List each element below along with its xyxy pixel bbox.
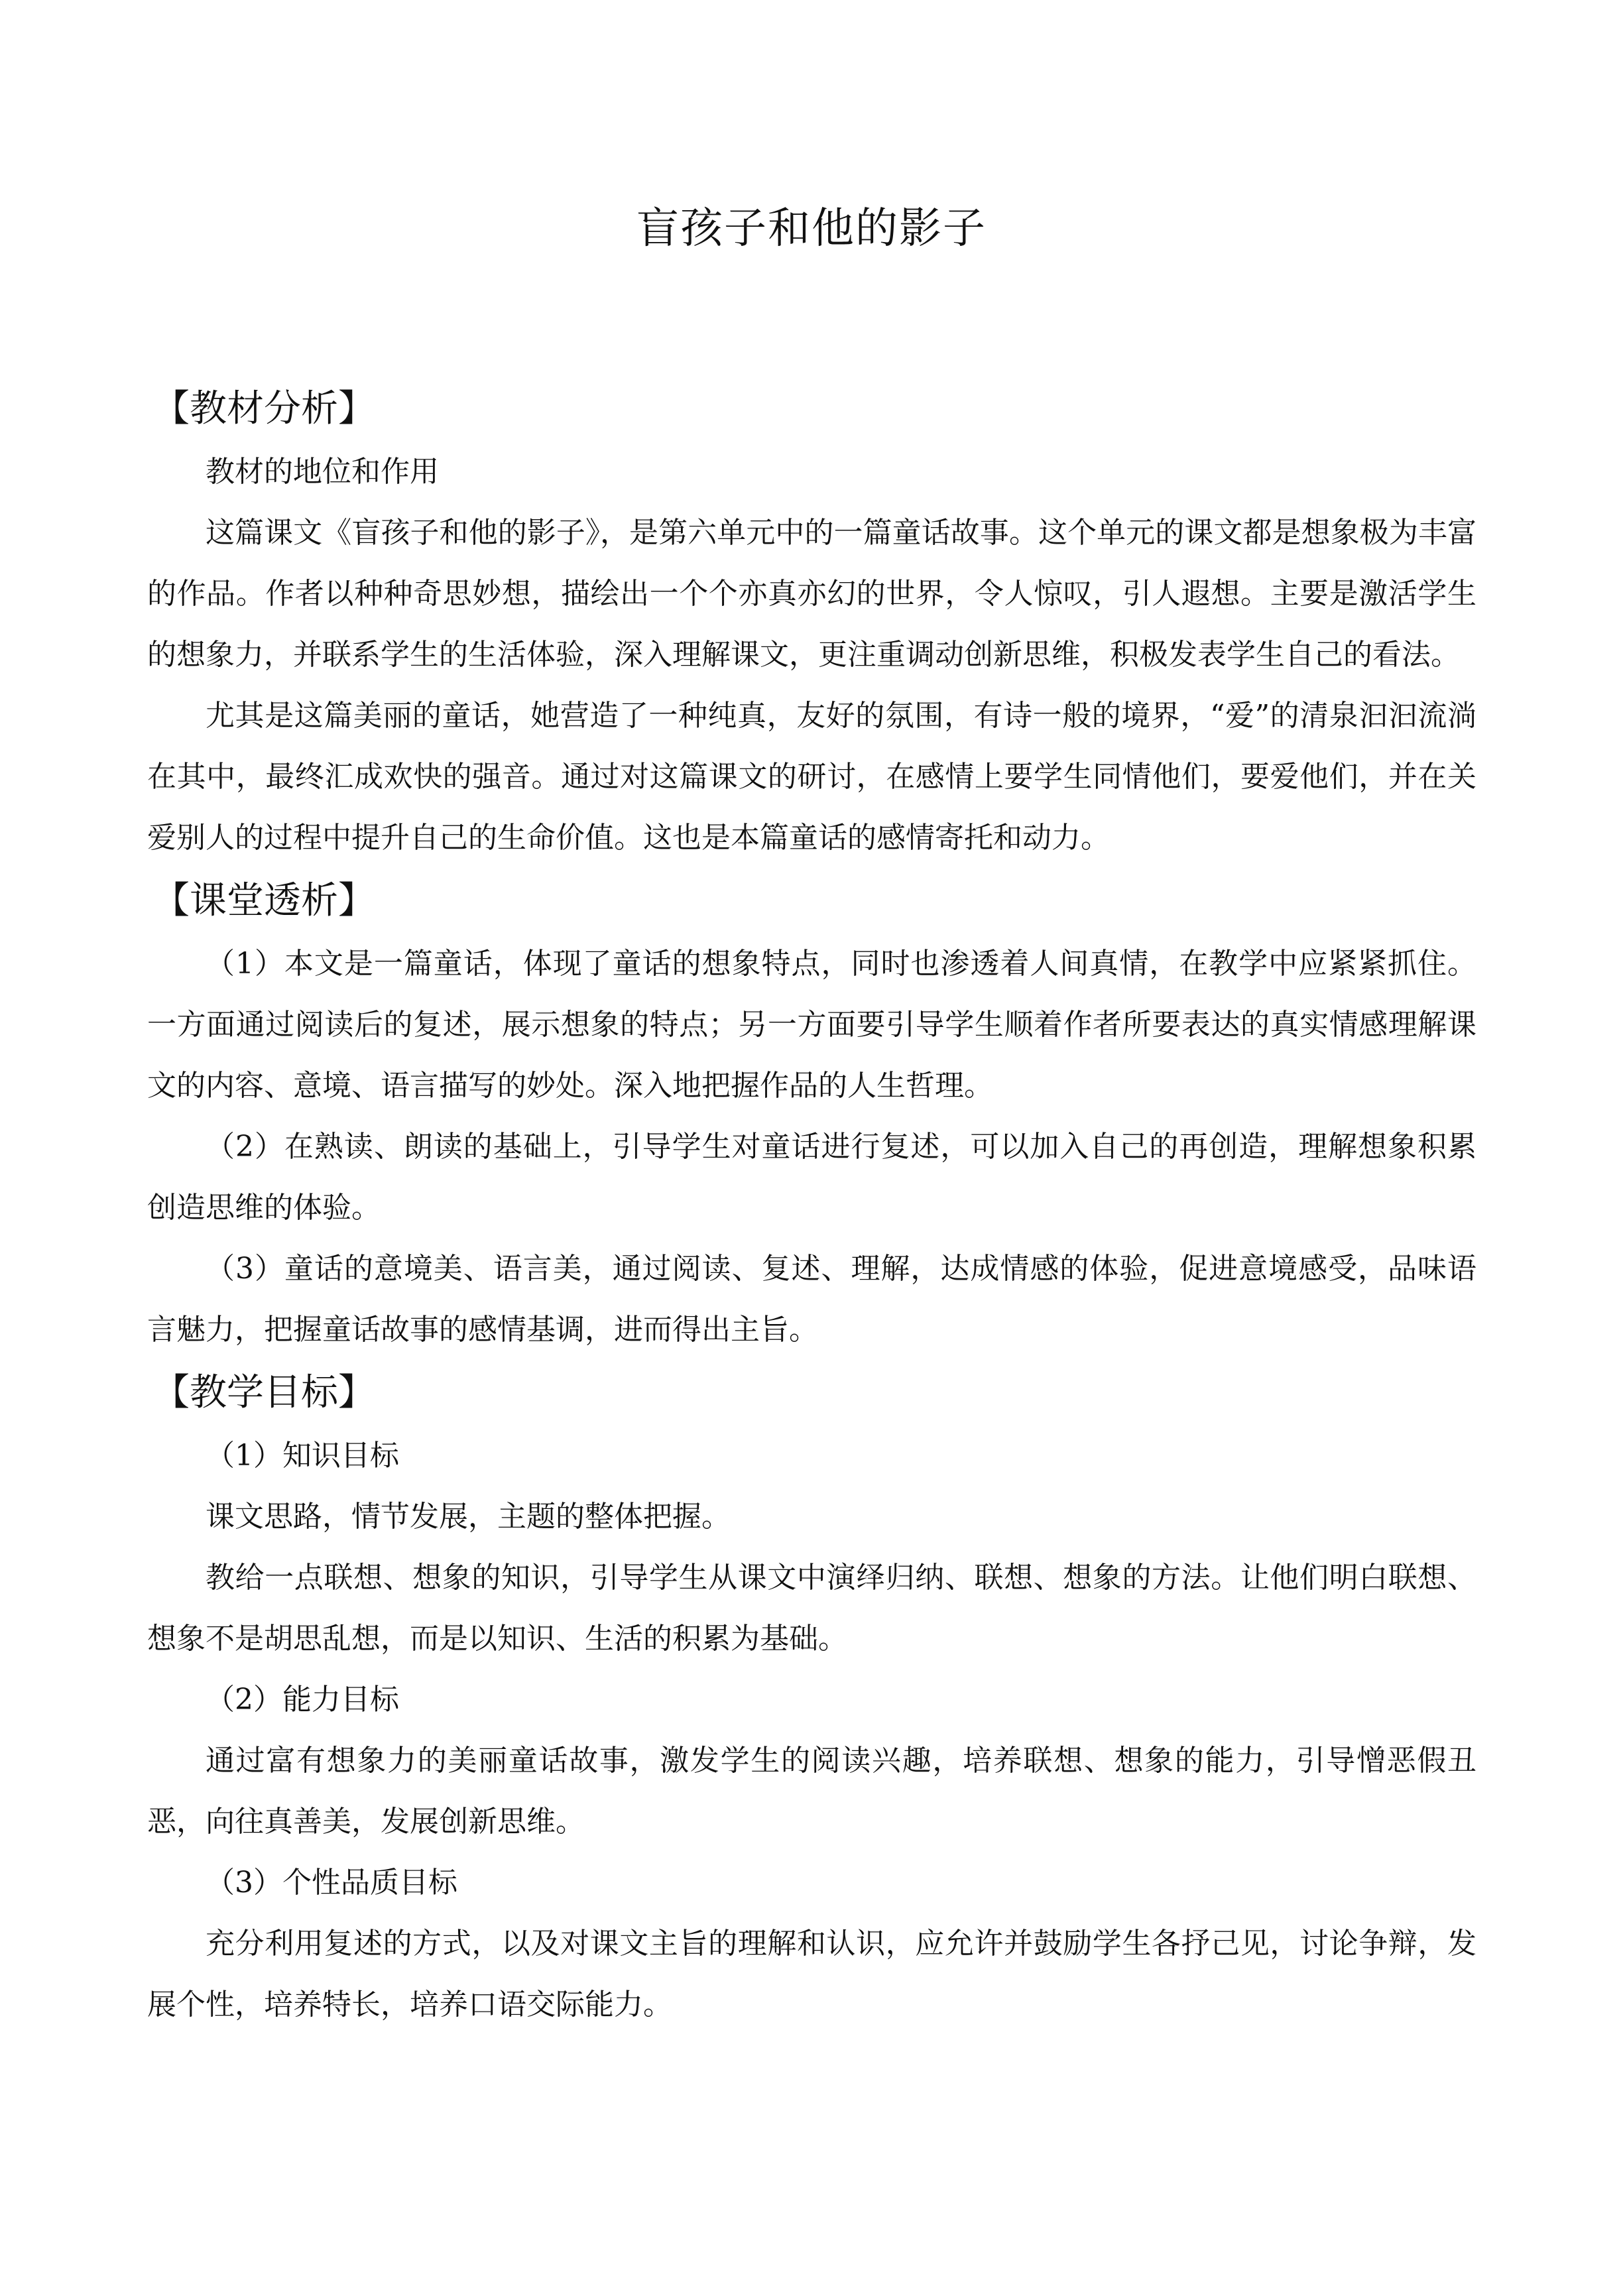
goal-subheading: （1）知识目标 xyxy=(206,1439,399,1473)
goal-subheading: （3）个性品质目标 xyxy=(206,1866,457,1900)
paragraph: 教给一点联想、想象的知识，引导学生从课文中演绎归纳、联想、想象的方法。让他们明白联想、想象不是胡思乱想，而是以知识、生活的积累为基础。 xyxy=(147,1561,1476,1656)
section-heading: 【教学目标】 xyxy=(152,1371,375,1414)
paragraph: （3）童话的意境美、语言美，通过阅读、复述、理解，达成情感的体验，促进意境感受，品味语言魅力，把握童话故事的感情基调，进而得出主旨。 xyxy=(147,1252,1476,1347)
document-body xyxy=(147,377,1476,2035)
document-title: 盲孩子和他的影子 xyxy=(636,204,987,253)
paragraph: （1）本文是一篇童话，体现了童话的想象特点，同时也渗透着人间真情，在教学中应紧紧抓住。一方面通过阅读后的复述，展示想象的特点；另一方面要引导学生顺着作者所要表达的真实情感理解课文的内容、意境、语言描写的妙处。深入地把握作品的人生哲理。 xyxy=(147,947,1476,1103)
section-teaching-goals xyxy=(147,1360,1476,2035)
paragraph: （2）在熟读、朗读的基础上，引导学生对童话进行复述，可以加入自己的再创造，理解想象积累创造思维的体验。 xyxy=(147,1130,1476,1225)
paragraph: 充分利用复述的方式，以及对课文主旨的理解和认识，应允许并鼓励学生各抒己见，讨论争辩，发展个性，培养特长，培养口语交际能力。 xyxy=(147,1927,1476,2022)
section-subheading: 教材的地位和作用 xyxy=(206,455,439,489)
paragraph: 这篇课文《盲孩子和他的影子》，是第六单元中的一篇童话故事。这个单元的课文都是想象极为丰富的作品。作者以种种奇思妙想，描绘出一个个亦真亦幻的世界，令人惊叹，引人遐想。主要是激活学生的想象力，并联系学生的生活体验，深入理解课文，更注重调动创新思维，积极发表学生自己的看法。 xyxy=(147,516,1476,672)
section-classroom-analysis xyxy=(147,869,1476,1360)
section-heading: 【课堂透析】 xyxy=(152,879,375,922)
paragraph: 尤其是这篇美丽的童话，她营造了一种纯真，友好的氛围，有诗一般的境界，“爱”的清泉汩汩流淌在其中，最终汇成欢快的强音。通过对这篇课文的研讨，在感情上要学生同情他们，要爱他们，并在关爱别人的过程中提升自己的生命价值。这也是本篇童话的感情寄托和动力。 xyxy=(147,699,1477,855)
paragraph: 通过富有想象力的美丽童话故事，激发学生的阅读兴趣，培养联想、想象的能力，引导憎恶假丑恶，向往真善美，发展创新思维。 xyxy=(147,1744,1476,1839)
section-textbook-analysis xyxy=(147,377,1476,869)
section-heading: 【教材分析】 xyxy=(152,387,375,430)
paragraph: 课文思路，情节发展，主题的整体把握。 xyxy=(206,1500,731,1534)
goal-subheading: （2）能力目标 xyxy=(206,1683,399,1717)
